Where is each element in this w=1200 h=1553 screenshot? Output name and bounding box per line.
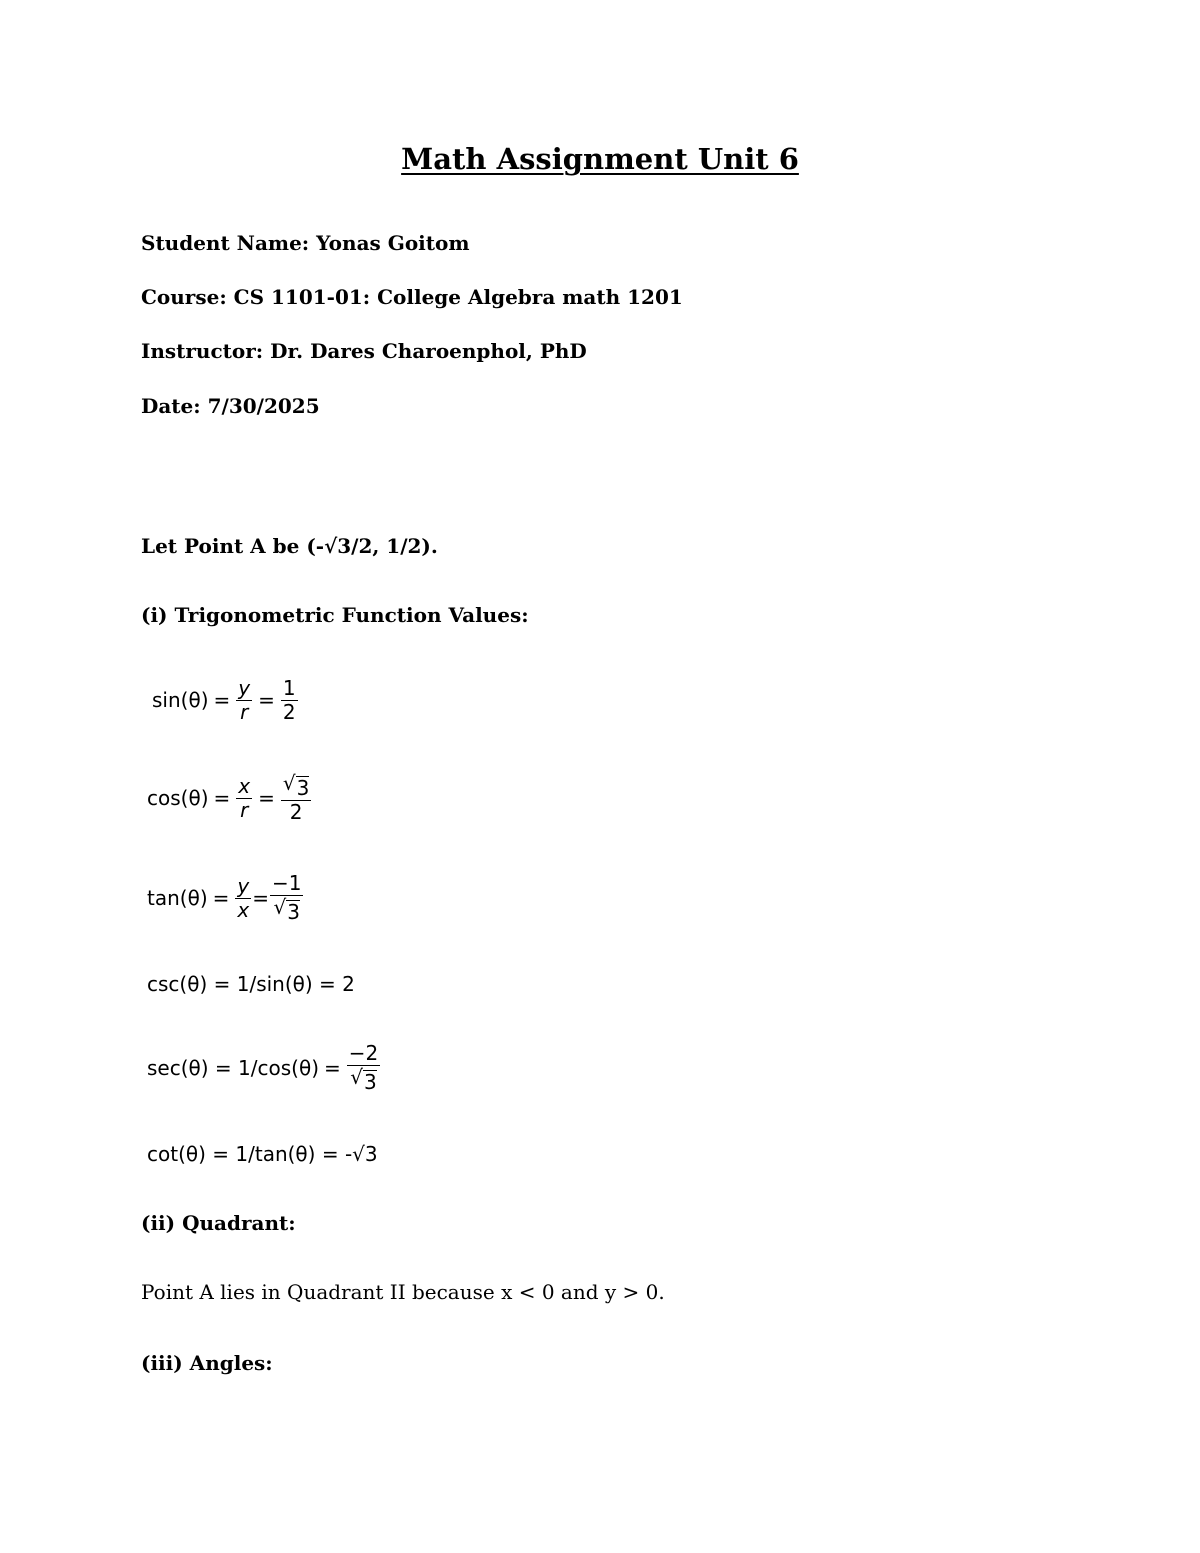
sec-equation (147, 1038, 381, 1098)
fraction-denominator (348, 1066, 378, 1093)
point-statement: Let Point A be (-√3/2, 1/2). (141, 534, 438, 558)
radicand: 3 (364, 1070, 377, 1094)
square-root (274, 897, 300, 923)
fraction-denominator: 2 (289, 800, 303, 824)
equals-sign: = (258, 786, 275, 810)
fraction-denominator: r (240, 699, 249, 724)
equals-sign: = (324, 1056, 341, 1080)
sin-equation (152, 670, 299, 730)
tan-value-fraction (270, 873, 303, 923)
section-i-heading: (i) Trigonometric Function Values: (141, 603, 529, 627)
cos-value-fraction (281, 773, 311, 823)
radical-sign: √ (350, 1065, 364, 1089)
fraction-numerator: y (238, 675, 251, 700)
cot-text: cot(θ) = 1/tan(θ) = -√3 (147, 1142, 378, 1166)
instructor-name: Instructor: Dr. Dares Charoenphol, PhD (141, 339, 587, 363)
course-name: Course: CS 1101-01: College Algebra math 1201 (141, 285, 683, 309)
document-title: Math Assignment Unit 6 (401, 142, 799, 176)
fraction-denominator: 2 (282, 699, 296, 724)
sec-lhs: sec(θ) = 1/cos(θ) (147, 1056, 319, 1080)
square-root (283, 773, 309, 799)
fraction-numerator: y (237, 873, 250, 898)
sec-value-fraction (347, 1043, 380, 1093)
equals-sign: = (258, 688, 275, 712)
radical-sign: √ (282, 771, 296, 795)
assignment-date: Date: 7/30/2025 (141, 394, 320, 418)
radicand: 3 (296, 776, 310, 800)
csc-equation (147, 954, 355, 1014)
section-iii-heading: (iii) Angles: (141, 1351, 273, 1375)
fraction-denominator: r (240, 797, 249, 822)
equals-sign: = (212, 886, 230, 910)
tan-ratio-fraction (235, 873, 251, 922)
fraction-numerator: −2 (348, 1041, 379, 1065)
radicand: 3 (287, 900, 300, 924)
fraction-denominator (272, 896, 302, 923)
cos-lhs: cos(θ) (147, 786, 209, 810)
cos-equation (147, 768, 312, 828)
fraction-numerator: x (238, 773, 251, 798)
fraction-numerator: 1 (282, 675, 296, 700)
fraction-denominator: x (237, 897, 250, 922)
fraction-numerator (281, 773, 311, 801)
quadrant-explanation: Point A lies in Quadrant II because x < 0 and y > 0. (141, 1280, 665, 1304)
fraction-numerator: −1 (272, 871, 302, 895)
cos-ratio-fraction (236, 773, 252, 822)
cot-equation (147, 1124, 378, 1184)
equals-sign: = (213, 786, 231, 810)
section-ii-heading: (ii) Quadrant: (141, 1211, 296, 1235)
csc-text: csc(θ) = 1/sin(θ) = 2 (147, 972, 355, 996)
radical-sign: √ (273, 895, 287, 919)
student-name: Student Name: Yonas Goitom (141, 231, 470, 255)
sin-value-fraction (281, 675, 298, 724)
tan-equation (147, 868, 304, 928)
sin-lhs: sin(θ) (152, 688, 209, 712)
tan-lhs: tan(θ) (147, 886, 208, 910)
equals-sign: = (252, 886, 269, 910)
square-root (350, 1067, 376, 1093)
equals-sign: = (213, 688, 231, 712)
sin-ratio-fraction (236, 675, 252, 724)
